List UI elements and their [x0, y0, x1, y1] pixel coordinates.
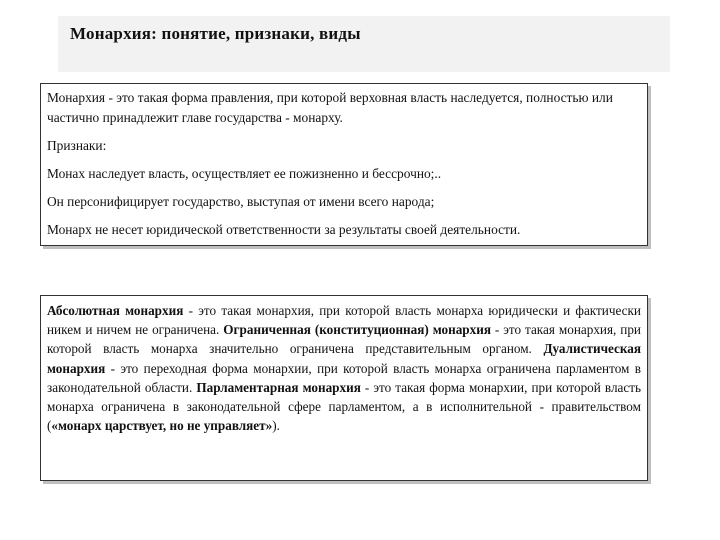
- dualistic-monarchy-term: Дуалистическая монархия: [47, 341, 641, 376]
- dualistic-monarchy-text: - это переходная форма монархии, при которой власть монарха ограничена парламентом в законодательной области.: [47, 360, 641, 395]
- monarchy-term: Монархия: [47, 90, 106, 105]
- absolute-monarchy-term: Абсолютная монархия: [47, 303, 184, 318]
- parliamentary-monarchy-term: Парламентарная монархия: [196, 379, 361, 395]
- signs-label: Признаки:: [47, 138, 107, 153]
- parliamentary-monarchy-end: ).: [272, 418, 280, 434]
- monarchy-definition: [47, 88, 641, 128]
- sign-item: Монах наследует власть, осуществляет ее пожизненно и бессрочно;..: [47, 166, 442, 181]
- limited-monarchy-text: - это такая монархия, при которой власть монарха значительно ограничена представительным органом.: [47, 322, 641, 357]
- title-bar: [58, 16, 670, 72]
- limited-monarchy-term: Ограниченная (конституционная) монархия: [223, 322, 491, 338]
- monarchy-definition-text: - это такая форма правления, при которой верховная власть наследуется, полностью или частично принадлежит главе государства - монарху.: [47, 90, 613, 125]
- types-box: [40, 295, 648, 481]
- parliamentary-monarchy-quote: «монарх царствует, но не управляет»: [51, 418, 273, 434]
- sign-item: Он персонифицирует государство, выступая от имени всего народа;: [47, 194, 435, 209]
- parliamentary-monarchy-text: - это такая форма монархии, при которой власть монарха ограничена в законодательной сфере парламентом, а в исполнительной - правительством (: [47, 379, 642, 434]
- definition-box: [40, 83, 648, 246]
- monarchy-types-text: [47, 301, 641, 435]
- absolute-monarchy-text: - это такая монархия, при которой власть монарха юридически и фактически никем и ничем не ограничена.: [47, 303, 641, 338]
- slide-title: Монархия: понятие, признаки, виды: [70, 24, 361, 43]
- sign-item: Монарх не несет юридической ответственности за результаты своей деятельности.: [47, 222, 521, 237]
